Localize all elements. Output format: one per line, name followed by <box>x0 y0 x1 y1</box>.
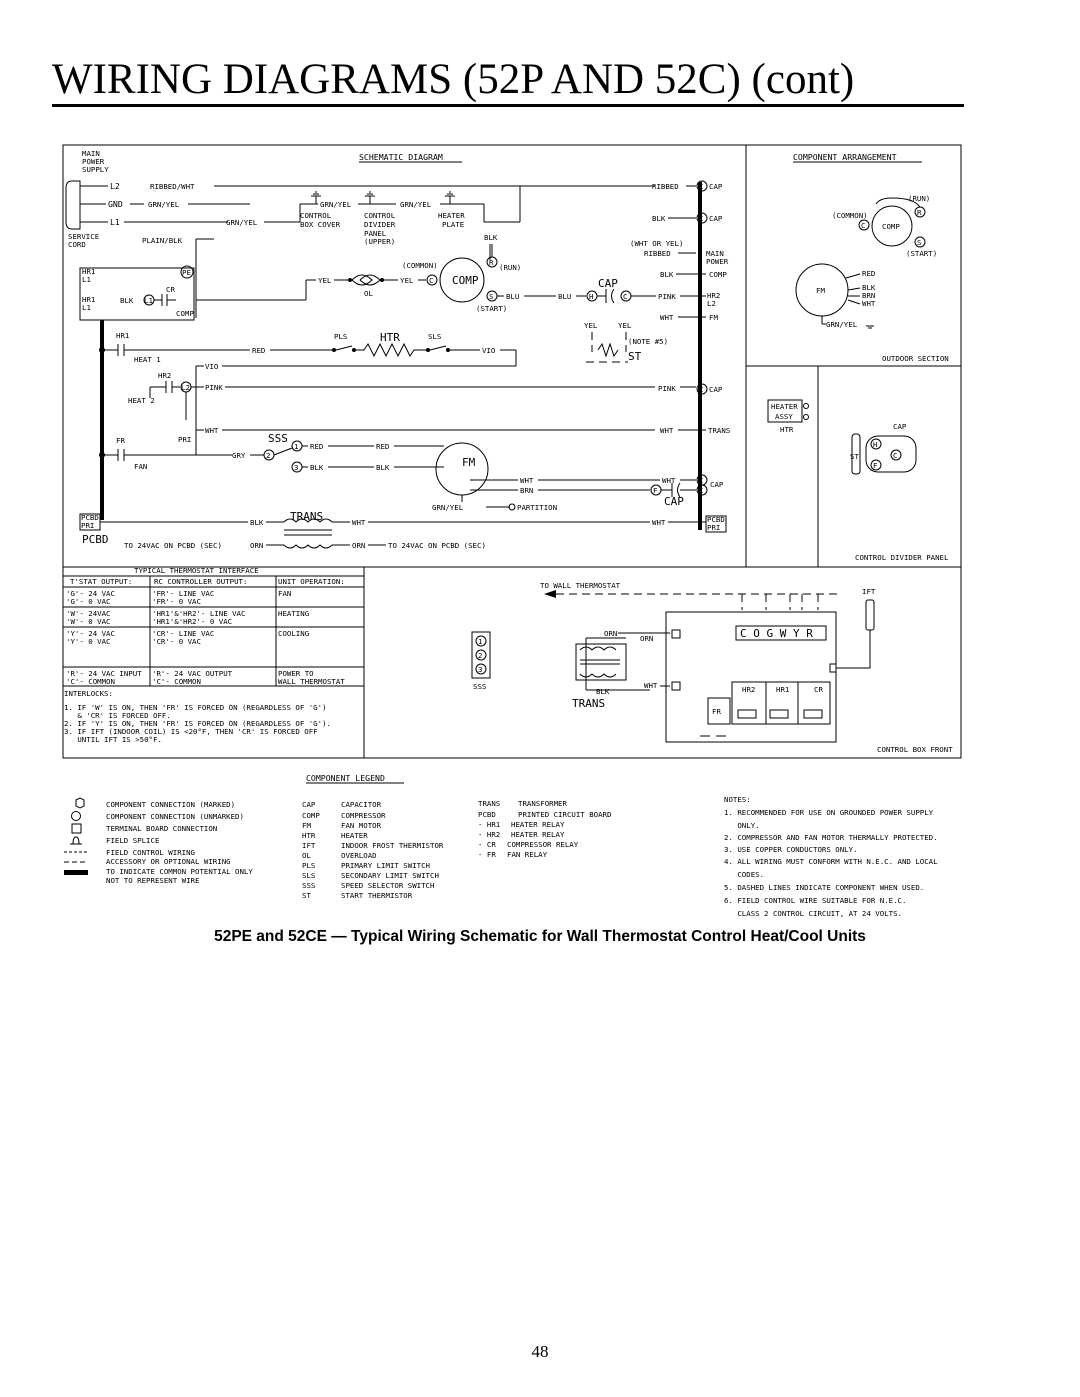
svg-text:VIO: VIO <box>205 362 219 371</box>
svg-text:WHT: WHT <box>644 681 658 690</box>
svg-text:HR2: HR2 <box>742 685 756 694</box>
svg-text:FM: FM <box>462 456 476 469</box>
svg-text:CAPACITOR: CAPACITOR <box>341 800 382 809</box>
control-box-front <box>472 581 876 742</box>
svg-text:R: R <box>489 258 494 267</box>
svg-text:GRY: GRY <box>232 451 246 460</box>
svg-text:ST: ST <box>850 452 859 461</box>
outdoor-section-label: OUTDOOR SECTION <box>882 354 949 363</box>
svg-text:CAP: CAP <box>598 277 618 290</box>
svg-text:SPEED SELECTOR SWITCH: SPEED SELECTOR SWITCH <box>341 881 435 890</box>
svg-text:'C'- COMMON: 'C'- COMMON <box>66 677 115 686</box>
svg-text:RED: RED <box>376 442 390 451</box>
svg-text:H: H <box>589 292 594 301</box>
svg-text:C: C <box>699 214 704 223</box>
svg-text:PCBD: PCBD <box>707 515 725 524</box>
arrangement-header: COMPONENT ARRANGEMENT <box>793 152 897 162</box>
svg-text:HEATING: HEATING <box>278 609 310 618</box>
svg-text:BRN: BRN <box>520 486 534 495</box>
svg-text:(WHT OR YEL): (WHT OR YEL) <box>630 239 684 248</box>
legend-abbreviations <box>302 799 611 900</box>
svg-text:PANEL: PANEL <box>364 229 387 238</box>
arrangement-heater-cap <box>768 400 916 474</box>
svg-text:YEL: YEL <box>618 321 632 330</box>
svg-text:HTR: HTR <box>302 831 316 840</box>
svg-text:POWER TO: POWER TO <box>278 669 314 678</box>
svg-text:TRANS: TRANS <box>708 426 731 435</box>
svg-text:COMPONENT CONNECTION (UNMARKED: COMPONENT CONNECTION (UNMARKED) <box>106 812 244 821</box>
diagram-frames <box>63 145 961 758</box>
start-thermistor <box>584 321 668 363</box>
svg-text:'CR'- 0 VAC: 'CR'- 0 VAC <box>152 637 201 646</box>
svg-text:ONLY.: ONLY. <box>724 821 760 830</box>
page-number: 48 <box>531 1342 549 1361</box>
svg-text:PLAIN/BLK: PLAIN/BLK <box>142 236 183 245</box>
heater-circuit <box>332 331 516 356</box>
svg-text:HTR: HTR <box>380 331 400 344</box>
svg-text:WHT: WHT <box>652 518 666 527</box>
svg-text:FAN MOTOR: FAN MOTOR <box>341 821 382 830</box>
compressor-circuit <box>196 244 676 313</box>
svg-text:- CR: - CR <box>478 840 496 849</box>
svg-text:HR2: HR2 <box>158 371 172 380</box>
svg-text:SERVICE: SERVICE <box>68 232 100 241</box>
thermostat-interface-table <box>63 566 364 744</box>
svg-text:POWER: POWER <box>706 257 729 266</box>
svg-text:ACCESSORY OR OPTIONAL WIRING: ACCESSORY OR OPTIONAL WIRING <box>106 857 231 866</box>
svg-text:2: 2 <box>266 451 271 460</box>
svg-text:PINK: PINK <box>205 383 223 392</box>
svg-text:COMP: COMP <box>452 274 479 287</box>
svg-text:C: C <box>699 486 704 495</box>
svg-text:FAN RELAY: FAN RELAY <box>507 850 548 859</box>
svg-text:CONTROL: CONTROL <box>300 211 332 220</box>
svg-text:TRANS: TRANS <box>290 510 324 523</box>
svg-text:CR: CR <box>166 285 175 294</box>
svg-text:GRN/YEL: GRN/YEL <box>400 200 432 209</box>
svg-text:BLK: BLK <box>660 270 674 279</box>
svg-text:NOT TO REPRESENT WIRE: NOT TO REPRESENT WIRE <box>106 876 200 885</box>
svg-text:C: C <box>861 221 866 230</box>
svg-text:CAP: CAP <box>709 385 723 394</box>
svg-text:OL: OL <box>302 851 311 860</box>
svg-text:GRN/YEL: GRN/YEL <box>320 200 352 209</box>
svg-text:L1: L1 <box>82 303 91 312</box>
svg-text:'W'- 0 VAC: 'W'- 0 VAC <box>66 617 111 626</box>
svg-text:C: C <box>623 292 628 301</box>
svg-text:GRN/YEL: GRN/YEL <box>148 200 180 209</box>
transformer <box>284 510 726 550</box>
svg-text:PRI: PRI <box>707 523 721 532</box>
svg-text:BLK: BLK <box>120 296 134 305</box>
svg-text:C: C <box>699 385 704 394</box>
pcbd-block <box>80 513 284 550</box>
schematic-header: SCHEMATIC DIAGRAM <box>359 152 443 162</box>
svg-text:(COMMON): (COMMON) <box>402 261 438 270</box>
svg-text:TO 24VAC ON PCBD (SEC): TO 24VAC ON PCBD (SEC) <box>124 541 222 550</box>
svg-text:'CR'- LINE VAC: 'CR'- LINE VAC <box>152 629 215 638</box>
svg-text:COMP: COMP <box>882 222 900 231</box>
svg-text:PE: PE <box>182 268 191 277</box>
svg-text:ORN: ORN <box>640 634 654 643</box>
svg-text:SUPPLY: SUPPLY <box>82 165 109 174</box>
svg-text:TRANS: TRANS <box>572 697 606 710</box>
svg-text:FAN: FAN <box>278 589 292 598</box>
arrangement-fan-motor <box>796 264 876 329</box>
svg-text:F: F <box>653 486 658 495</box>
svg-text:T'STAT OUTPUT:: T'STAT OUTPUT: <box>70 577 133 586</box>
svg-text:S: S <box>917 238 922 247</box>
svg-text:- HR2: - HR2 <box>478 830 501 839</box>
svg-text:WHT: WHT <box>520 476 534 485</box>
speed-selector-fan-motor <box>264 432 660 512</box>
svg-text:CLASS 2 CONTROL CIRCUIT, AT 24: CLASS 2 CONTROL CIRCUIT, AT 24 VOLTS. <box>724 909 902 918</box>
svg-text:COMP: COMP <box>176 309 194 318</box>
l1-power-bus <box>80 266 194 520</box>
svg-text:'Y'- 0 VAC: 'Y'- 0 VAC <box>66 637 111 646</box>
svg-text:'HR1'&'HR2'- LINE VAC: 'HR1'&'HR2'- LINE VAC <box>152 609 246 618</box>
svg-text:COOLING: COOLING <box>278 629 310 638</box>
svg-text:TO WALL THERMOSTAT: TO WALL THERMOSTAT <box>540 581 621 590</box>
svg-text:HR1: HR1 <box>776 685 790 694</box>
svg-text:TERMINAL BOARD CONNECTION: TERMINAL BOARD CONNECTION <box>106 824 218 833</box>
svg-text:INTERLOCKS:: INTERLOCKS: <box>64 689 113 698</box>
svg-text:NOTES:: NOTES: <box>724 795 751 804</box>
svg-text:'FR'- LINE VAC: 'FR'- LINE VAC <box>152 589 215 598</box>
svg-text:RIBBED: RIBBED <box>644 249 671 258</box>
svg-text:HTR: HTR <box>780 425 794 434</box>
svg-text:1. RECOMMENDED FOR USE ON GROU: 1. RECOMMENDED FOR USE ON GROUNDED POWER SUPPLY <box>724 808 934 817</box>
svg-text:GRN/YEL: GRN/YEL <box>432 503 464 512</box>
svg-text:3. IF IFT (INDOOR COIL) IS <20: 3. IF IFT (INDOOR COIL) IS <20°F, THEN 'CR' IS FORCED OFF <box>64 727 318 736</box>
svg-text:'Y'- 24 VAC: 'Y'- 24 VAC <box>66 629 115 638</box>
svg-text:(START): (START) <box>476 304 508 313</box>
svg-text:DIVIDER: DIVIDER <box>364 220 396 229</box>
svg-text:(UPPER): (UPPER) <box>364 237 396 246</box>
svg-text:BLK: BLK <box>250 518 264 527</box>
svg-text:SLS: SLS <box>428 332 442 341</box>
svg-text:3. USE COPPER CONDUCTORS ONLY.: 3. USE COPPER CONDUCTORS ONLY. <box>724 845 858 854</box>
svg-text:COMPRESSOR: COMPRESSOR <box>341 811 386 820</box>
svg-text:HEATER RELAY: HEATER RELAY <box>511 820 565 829</box>
fan-capacitor <box>651 475 724 508</box>
svg-text:WHT: WHT <box>660 426 674 435</box>
svg-text:PRINTED CIRCUIT BOARD: PRINTED CIRCUIT BOARD <box>518 810 612 819</box>
svg-text:ORN: ORN <box>604 629 618 638</box>
svg-text:WALL THERMOSTAT: WALL THERMOSTAT <box>278 677 345 686</box>
svg-text:PCBD: PCBD <box>478 810 496 819</box>
svg-text:BOX COVER: BOX COVER <box>300 220 341 229</box>
svg-text:IFT: IFT <box>302 841 316 850</box>
svg-text:3: 3 <box>478 665 483 674</box>
svg-text:L2: L2 <box>110 181 120 191</box>
control-divider-label: CONTROL DIVIDER PANEL <box>855 553 949 562</box>
svg-text:ST: ST <box>302 891 311 900</box>
svg-text:WHT: WHT <box>662 476 676 485</box>
svg-text:YEL: YEL <box>400 276 414 285</box>
svg-text:HEAT 1: HEAT 1 <box>134 355 161 364</box>
svg-text:H: H <box>873 440 878 449</box>
svg-text:PLATE: PLATE <box>442 220 465 229</box>
svg-text:PRI: PRI <box>178 435 192 444</box>
svg-text:WHT: WHT <box>205 426 219 435</box>
svg-text:GND: GND <box>108 199 123 209</box>
svg-text:OVERLOAD: OVERLOAD <box>341 851 377 860</box>
svg-text:CAP: CAP <box>893 422 907 431</box>
svg-text:GRN/YEL: GRN/YEL <box>826 320 858 329</box>
svg-text:BRN: BRN <box>862 291 876 300</box>
svg-text:TRANS: TRANS <box>478 799 501 808</box>
svg-text:CAP: CAP <box>710 480 724 489</box>
svg-text:YEL: YEL <box>318 276 332 285</box>
svg-text:RIBBED: RIBBED <box>652 182 679 191</box>
svg-text:- FR: - FR <box>478 850 496 859</box>
svg-text:WHT: WHT <box>352 518 366 527</box>
svg-text:WHT: WHT <box>862 299 876 308</box>
svg-text:C: C <box>893 451 898 460</box>
svg-text:2. IF 'Y' IS ON, THEN 'FR' IS: 2. IF 'Y' IS ON, THEN 'FR' IS FORCED ON (REGARDLESS OF 'G'). <box>64 719 331 728</box>
svg-text:CAP: CAP <box>664 495 684 508</box>
svg-text:HR1: HR1 <box>82 295 96 304</box>
svg-text:6. FIELD CONTROL WIRE SUITABLE: 6. FIELD CONTROL WIRE SUITABLE FOR N.E.C. <box>724 896 907 905</box>
svg-text:IFT: IFT <box>862 587 876 596</box>
page-title: WIRING DIAGRAMS (52P AND 52C) (cont) <box>52 56 855 103</box>
svg-text:BLU: BLU <box>558 292 572 301</box>
svg-text:SSS: SSS <box>268 432 288 445</box>
svg-text:CORD: CORD <box>68 240 86 249</box>
svg-text:PRIMARY LIMIT SWITCH: PRIMARY LIMIT SWITCH <box>341 861 430 870</box>
svg-text:PINK: PINK <box>658 292 676 301</box>
svg-text:BLK: BLK <box>310 463 324 472</box>
svg-text:& 'CR' IS FORCED OFF.: & 'CR' IS FORCED OFF. <box>64 711 171 720</box>
svg-text:- HR1: - HR1 <box>478 820 501 829</box>
svg-text:FAN: FAN <box>134 462 148 471</box>
svg-text:SECONDARY LIMIT SWITCH: SECONDARY LIMIT SWITCH <box>341 871 439 880</box>
svg-text:FM: FM <box>302 821 311 830</box>
svg-text:(COMMON): (COMMON) <box>832 211 868 220</box>
svg-text:1: 1 <box>294 442 299 451</box>
svg-text:COMPRESSOR RELAY: COMPRESSOR RELAY <box>507 840 579 849</box>
svg-text:ORN: ORN <box>250 541 264 550</box>
svg-text:5. DASHED LINES INDICATE COMPO: 5. DASHED LINES INDICATE COMPONENT WHEN USED. <box>724 883 925 892</box>
svg-text:R: R <box>917 208 922 217</box>
svg-text:HEATER: HEATER <box>438 211 465 220</box>
svg-text:ASSY: ASSY <box>775 412 793 421</box>
svg-text:ST: ST <box>628 350 642 363</box>
svg-text:C: C <box>699 182 704 191</box>
svg-text:BLK: BLK <box>596 687 610 696</box>
svg-text:L2: L2 <box>181 383 190 392</box>
svg-text:(START): (START) <box>906 249 938 258</box>
svg-text:SSS: SSS <box>302 881 316 890</box>
svg-text:'R'- 24 VAC INPUT: 'R'- 24 VAC INPUT <box>66 669 142 678</box>
svg-text:L1: L1 <box>110 217 120 227</box>
svg-text:TYPICAL THERMOSTAT INTERFACE: TYPICAL THERMOSTAT INTERFACE <box>134 566 259 575</box>
svg-text:CAP: CAP <box>709 214 723 223</box>
svg-text:YEL: YEL <box>584 321 598 330</box>
svg-text:'G'- 24 VAC: 'G'- 24 VAC <box>66 589 115 598</box>
svg-text:4. ALL WIRING MUST CONFORM WIT: 4. ALL WIRING MUST CONFORM WITH N.E.C. AND LOCAL <box>724 857 938 866</box>
svg-text:BLU: BLU <box>506 292 520 301</box>
svg-text:(NOTE #5): (NOTE #5) <box>628 337 669 346</box>
right-terminal-bus <box>630 181 730 530</box>
svg-text:CAP: CAP <box>709 182 723 191</box>
svg-text:'G'- 0 VAC: 'G'- 0 VAC <box>66 597 111 606</box>
svg-text:C: C <box>429 276 434 285</box>
svg-text:RED: RED <box>862 269 876 278</box>
svg-text:FR: FR <box>712 707 721 716</box>
svg-text:CODES.: CODES. <box>724 870 765 879</box>
svg-text:HR1: HR1 <box>116 331 130 340</box>
svg-text:'C'- COMMON: 'C'- COMMON <box>152 677 201 686</box>
svg-text:FM: FM <box>709 313 718 322</box>
svg-text:START THERMISTOR: START THERMISTOR <box>341 891 413 900</box>
svg-text:TRANSFORMER: TRANSFORMER <box>518 799 567 808</box>
svg-text:C: C <box>699 476 704 485</box>
svg-text:INDOOR FROST THERMISTOR: INDOOR FROST THERMISTOR <box>341 841 444 850</box>
svg-text:HEAT 2: HEAT 2 <box>128 396 155 405</box>
svg-text:UNIT OPERATION:: UNIT OPERATION: <box>278 577 345 586</box>
svg-text:CR: CR <box>814 685 823 694</box>
svg-text:FM: FM <box>816 286 825 295</box>
svg-text:C O G W Y R: C O G W Y R <box>740 627 813 640</box>
svg-text:PARTITION: PARTITION <box>517 503 558 512</box>
svg-text:3: 3 <box>294 463 299 472</box>
svg-text:PINK: PINK <box>658 384 676 393</box>
svg-text:'FR'- 0 VAC: 'FR'- 0 VAC <box>152 597 201 606</box>
svg-text:SSS: SSS <box>473 682 487 691</box>
svg-text:WHT: WHT <box>660 313 674 322</box>
svg-text:(RUN): (RUN) <box>908 194 931 203</box>
svg-text:RED: RED <box>252 346 266 355</box>
svg-text:RC CONTROLLER OUTPUT:: RC CONTROLLER OUTPUT: <box>154 577 248 586</box>
svg-text:BLK: BLK <box>376 463 390 472</box>
svg-text:L1: L1 <box>144 296 153 305</box>
svg-text:SLS: SLS <box>302 871 316 880</box>
svg-text:MAIN: MAIN <box>706 249 724 258</box>
svg-text:RIBBED/WHT: RIBBED/WHT <box>150 182 195 191</box>
svg-text:L1: L1 <box>82 275 91 284</box>
svg-text:VIO: VIO <box>482 346 496 355</box>
svg-text:COMP: COMP <box>302 811 320 820</box>
svg-text:PLS: PLS <box>334 332 348 341</box>
svg-text:HEATER: HEATER <box>341 831 368 840</box>
ground-chain <box>300 186 520 260</box>
svg-text:PLS: PLS <box>302 861 316 870</box>
svg-text:CONTROL: CONTROL <box>364 211 396 220</box>
svg-text:FIELD CONTROL WIRING: FIELD CONTROL WIRING <box>106 848 195 857</box>
svg-text:1: 1 <box>478 637 483 646</box>
svg-text:HEATER: HEATER <box>771 402 798 411</box>
svg-text:HEATER RELAY: HEATER RELAY <box>511 830 565 839</box>
svg-text:ORN: ORN <box>352 541 366 550</box>
svg-text:L2: L2 <box>707 299 716 308</box>
svg-text:COMP: COMP <box>709 270 727 279</box>
svg-text:2. COMPRESSOR AND FAN MOTOR TH: 2. COMPRESSOR AND FAN MOTOR THERMALLY PROTECTED. <box>724 833 938 842</box>
figure-caption: 52PE and 52CE — Typical Wiring Schematic for Wall Thermostat Control Heat/Cool Units <box>214 928 866 945</box>
svg-text:HR2: HR2 <box>707 291 721 300</box>
svg-text:HR1: HR1 <box>82 267 96 276</box>
svg-text:'HR1'&'HR2'- 0 VAC: 'HR1'&'HR2'- 0 VAC <box>152 617 233 626</box>
svg-text:TO INDICATE COMMON POTENTIAL O: TO INDICATE COMMON POTENTIAL ONLY <box>106 867 253 876</box>
svg-text:COMPONENT LEGEND: COMPONENT LEGEND <box>306 773 385 783</box>
notes <box>724 795 938 918</box>
arrangement-compressor <box>832 194 937 258</box>
svg-text:POWER: POWER <box>82 157 105 166</box>
svg-text:TO 24VAC ON PCBD (SEC): TO 24VAC ON PCBD (SEC) <box>388 541 486 550</box>
svg-text:FIELD SPLICE: FIELD SPLICE <box>106 836 160 845</box>
svg-text:BLK: BLK <box>652 214 666 223</box>
svg-text:'W'- 24VAC: 'W'- 24VAC <box>66 609 111 618</box>
svg-text:BLK: BLK <box>862 283 876 292</box>
svg-text:1. IF 'W' IS ON, THEN 'FR' IS: 1. IF 'W' IS ON, THEN 'FR' IS FORCED ON (REGARDLESS OF 'G') <box>64 703 327 712</box>
svg-text:CAP: CAP <box>302 800 316 809</box>
control-box-front-label: CONTROL BOX FRONT <box>877 745 953 754</box>
svg-text:PCBD: PCBD <box>82 533 109 546</box>
svg-text:UNTIL IFT IS >50°F.: UNTIL IFT IS >50°F. <box>64 735 162 744</box>
svg-text:2: 2 <box>478 651 483 660</box>
hr2-heat2-relay <box>128 371 655 420</box>
svg-text:'R'- 24 VAC OUTPUT: 'R'- 24 VAC OUTPUT <box>152 669 233 678</box>
svg-text:OL: OL <box>364 289 373 298</box>
svg-text:GRN/YEL: GRN/YEL <box>226 218 258 227</box>
svg-text:COMPONENT CONNECTION (MARKED): COMPONENT CONNECTION (MARKED) <box>106 800 236 809</box>
svg-text:PCBD: PCBD <box>81 513 99 522</box>
svg-text:FR: FR <box>116 436 125 445</box>
svg-text:(RUN): (RUN) <box>499 263 522 272</box>
svg-text:MAIN: MAIN <box>82 149 100 158</box>
svg-text:BLK: BLK <box>484 233 498 242</box>
svg-text:S: S <box>489 292 494 301</box>
svg-text:RED: RED <box>310 442 324 451</box>
svg-text:F: F <box>873 461 878 470</box>
svg-text:PRI: PRI <box>81 521 95 530</box>
